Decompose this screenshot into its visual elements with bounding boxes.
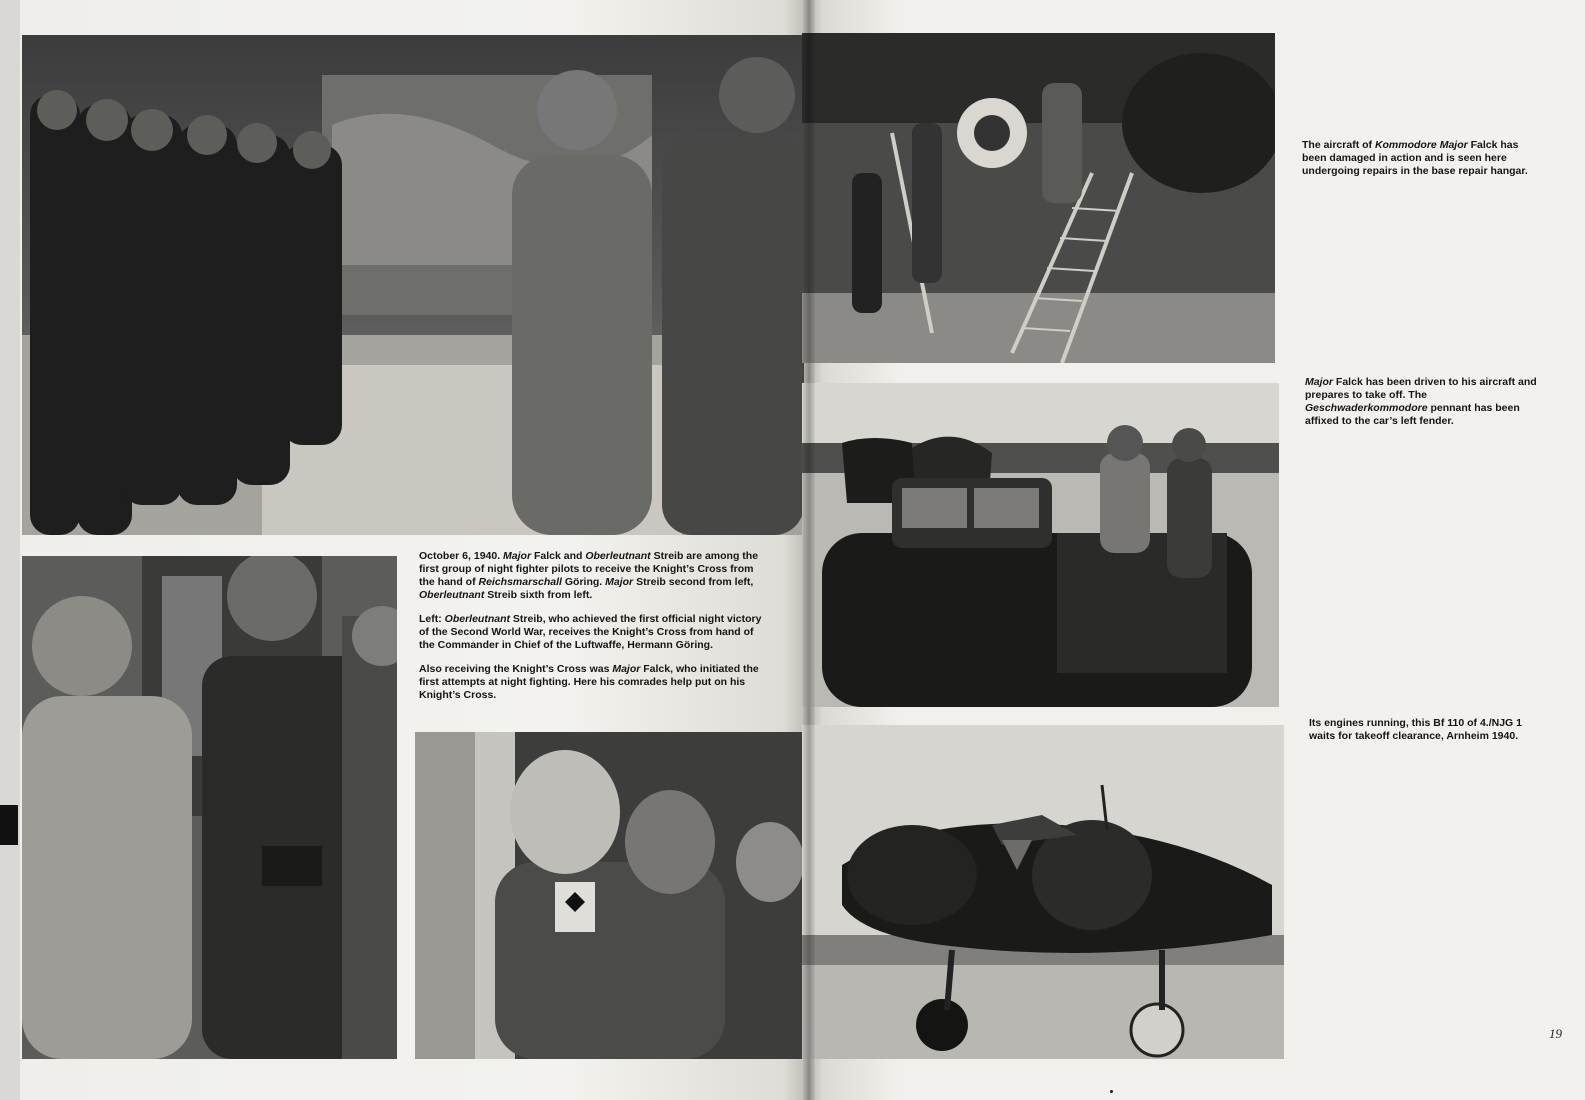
photo-ceremony-lineup <box>22 35 804 535</box>
rank-text: Oberleutnant <box>585 550 651 562</box>
rank-text: Reichsmarschall <box>478 576 562 588</box>
caption-left-photo <box>419 613 771 652</box>
rank-text: Major <box>612 663 641 675</box>
photo-bf110 <box>802 725 1284 1059</box>
caption-text: Streib, who achieved the first official night victory of the Second World War, receives the Knight’s Cross from hand of the Commander in Chief of the Luftwaffe, Hermann Göring. <box>419 613 762 651</box>
rank-text: Oberleutnant <box>419 589 485 601</box>
caption-text: Streib sixth from left. <box>484 589 593 601</box>
caption-text: Falck, who initiated the first attempts at night fighting. Here his comrades help put on his Knight’s Cross. <box>419 663 759 701</box>
caption-text: Also receiving the Knight’s Cross was <box>419 663 613 675</box>
rank-text: Major <box>605 576 634 588</box>
caption-date: October 6, 1940. <box>419 550 501 562</box>
caption-text: Falck has been driven to his aircraft and prepares to take off. The <box>1305 376 1537 401</box>
caption-text: Falck and <box>531 550 586 562</box>
photo-falck-cross <box>415 732 804 1059</box>
caption-text: Streib are among the first group of night fighter pilots to receive the Knight’s Cross from the hand of <box>419 550 759 588</box>
caption-car <box>1305 376 1540 439</box>
caption-text: Its engines running, this Bf 110 of 4./NJG 1 waits for takeoff clearance, Arnheim 1940. <box>1309 717 1522 742</box>
caption-text: Left: <box>419 613 445 625</box>
photo-hangar-repair <box>802 33 1275 363</box>
photo-staff-car <box>802 383 1279 707</box>
rank-text: Major <box>1305 376 1334 388</box>
caption-text: The aircraft of <box>1302 139 1375 151</box>
caption-falck-cross <box>419 663 771 702</box>
caption-text: pennant has been affixed to the car’s left fender. <box>1305 402 1520 427</box>
caption-ceremony-main <box>419 550 771 602</box>
print-dot <box>1110 1090 1113 1093</box>
page-edge <box>0 0 20 1100</box>
thumb-tab-mark <box>0 805 18 845</box>
book-gutter <box>803 0 815 1100</box>
caption-text: Streib second from left, <box>633 576 754 588</box>
caption-text: Falck has been damaged in action and is seen here undergoing repairs in the base repair hangar. <box>1302 139 1528 177</box>
caption-ceremony-block <box>419 550 771 713</box>
caption-hangar <box>1302 139 1537 189</box>
rank-text: Major <box>503 550 532 562</box>
caption-bf110 <box>1309 717 1541 754</box>
rank-text: Geschwaderkommodore <box>1305 402 1428 414</box>
rank-text: Oberleutnant <box>444 613 511 625</box>
caption-text: Göring. <box>561 576 606 588</box>
rank-text: Kommodore Major <box>1374 139 1468 151</box>
photo-goering-presentation <box>22 556 397 1059</box>
page-number: 19 <box>1549 1026 1562 1041</box>
